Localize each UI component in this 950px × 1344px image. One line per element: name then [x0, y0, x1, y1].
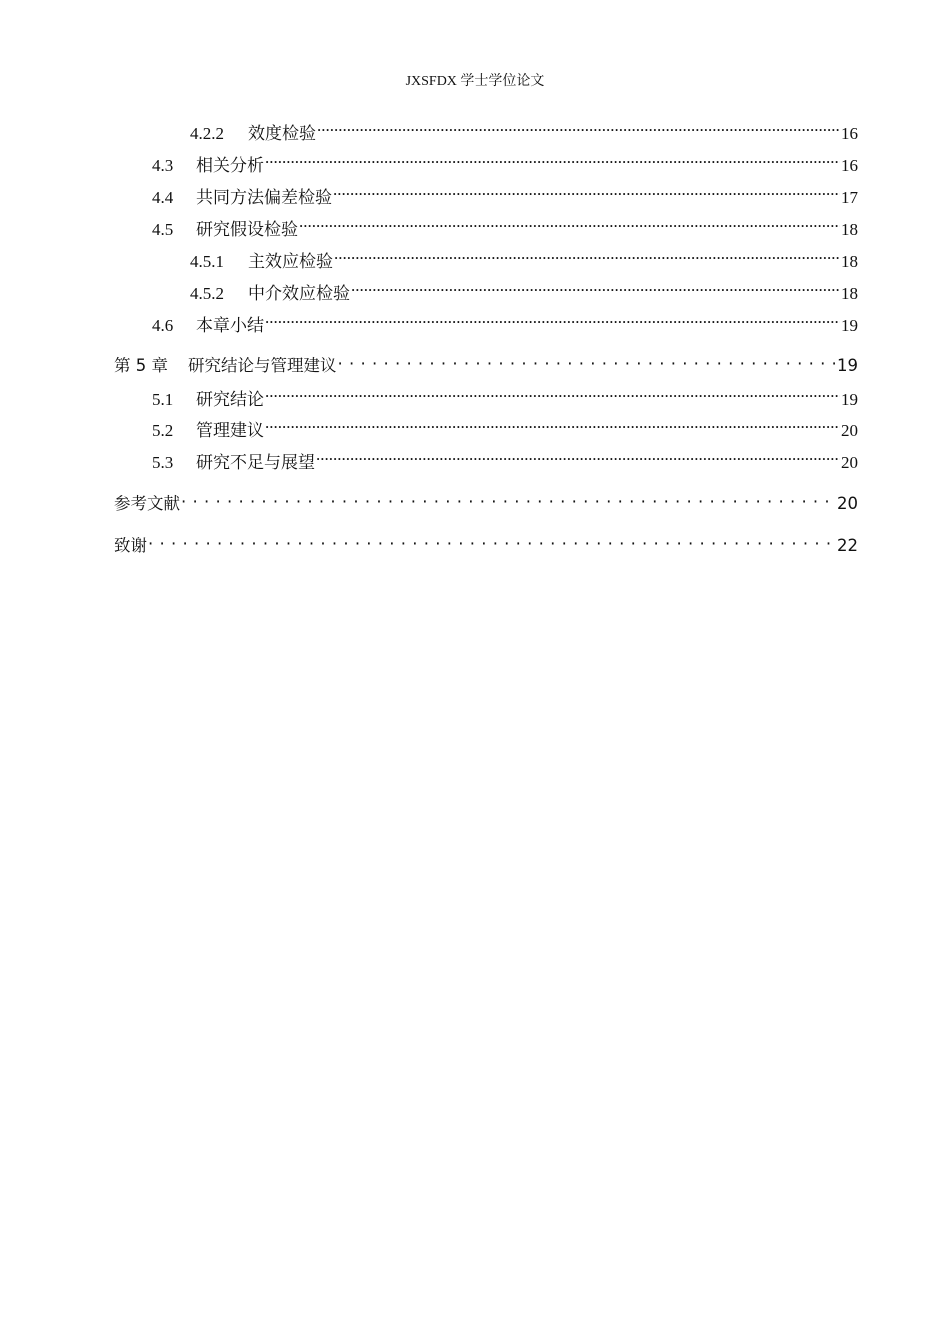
toc-entry-number: 4.6: [152, 316, 174, 335]
toc-entry-number: 第 5 章: [114, 356, 168, 375]
toc-entry-4-3[interactable]: [152, 151, 858, 176]
toc-entry-number: 4.4: [152, 188, 174, 207]
toc-entry-page: 19: [841, 316, 858, 335]
toc-entry-title: 参考文献: [114, 494, 180, 513]
toc-entry-title: 研究结论与管理建议: [188, 356, 337, 375]
toc-entry-4-2-2[interactable]: [190, 119, 858, 144]
dot-leader: [181, 490, 836, 507]
toc-entry-number: 4.3: [152, 156, 174, 175]
toc-entry-title: 研究假设检验: [196, 220, 298, 239]
dot-leader: [265, 151, 840, 168]
toc-entry-4-5-1[interactable]: [190, 247, 858, 272]
toc-entry-4-6[interactable]: [152, 311, 858, 336]
dot-leader: [351, 279, 840, 296]
toc-entry-5-2[interactable]: [152, 416, 858, 441]
dot-leader: [265, 311, 840, 328]
toc-entry-title: 研究结论: [196, 390, 264, 409]
dot-leader: [265, 416, 840, 433]
toc-entry-page: 20: [837, 494, 858, 513]
toc-entry-title: 效度检验: [248, 124, 316, 143]
dot-leader: [338, 352, 837, 369]
toc-entry-page: 19: [837, 356, 858, 375]
toc-entry-page: 20: [841, 421, 858, 440]
toc-entry-title: 研究不足与展望: [196, 453, 315, 472]
page-header: JXSFDX 学士学位论文: [405, 74, 545, 89]
toc-entry-number: 5.2: [152, 421, 174, 440]
dot-leader: [333, 183, 840, 200]
toc-entry-page: 18: [841, 284, 858, 303]
toc-entry-number: 5.3: [152, 453, 174, 472]
toc-entry-page: 16: [841, 156, 858, 175]
toc-entry-page: 18: [841, 252, 858, 271]
toc-entry-number: 4.5.1: [190, 252, 224, 271]
toc-entry-number: 4.5: [152, 220, 174, 239]
toc-entry-4-4[interactable]: [152, 183, 858, 208]
toc-entry-number: 4.5.2: [190, 284, 224, 303]
dot-leader: [334, 247, 840, 264]
dot-leader: [299, 215, 840, 232]
toc-entry-5-1[interactable]: [152, 385, 858, 410]
dot-leader: [265, 385, 840, 402]
dot-leader: [148, 532, 836, 549]
toc-entry-4-5[interactable]: [152, 215, 858, 240]
toc-entry-number: 5.1: [152, 390, 174, 409]
toc-entry-title: 本章小结: [196, 316, 264, 335]
toc-entry-title: 相关分析: [196, 156, 264, 175]
toc-entry-page: 16: [841, 124, 858, 143]
toc-entry-references[interactable]: [114, 490, 858, 514]
dot-leader: [316, 448, 840, 465]
toc-entry-page: 19: [841, 390, 858, 409]
toc-entry-number: 4.2.2: [190, 124, 224, 143]
dot-leader: [317, 119, 840, 136]
toc-entry-page: 22: [837, 536, 858, 555]
toc-entry-page: 18: [841, 220, 858, 239]
toc-entry-acknowledgements[interactable]: [114, 532, 858, 556]
toc-entry-title: 中介效应检验: [248, 284, 350, 303]
toc-entry-chapter-5[interactable]: [114, 352, 858, 376]
toc-entry-5-3[interactable]: [152, 448, 858, 473]
toc-entry-title: 致谢: [114, 536, 147, 555]
toc-entry-title: 管理建议: [196, 421, 264, 440]
toc-entry-4-5-2[interactable]: [190, 279, 858, 304]
toc-entry-title: 主效应检验: [248, 252, 333, 271]
toc-entry-page: 17: [841, 188, 858, 207]
toc-entry-page: 20: [841, 453, 858, 472]
toc-entry-title: 共同方法偏差检验: [196, 188, 332, 207]
